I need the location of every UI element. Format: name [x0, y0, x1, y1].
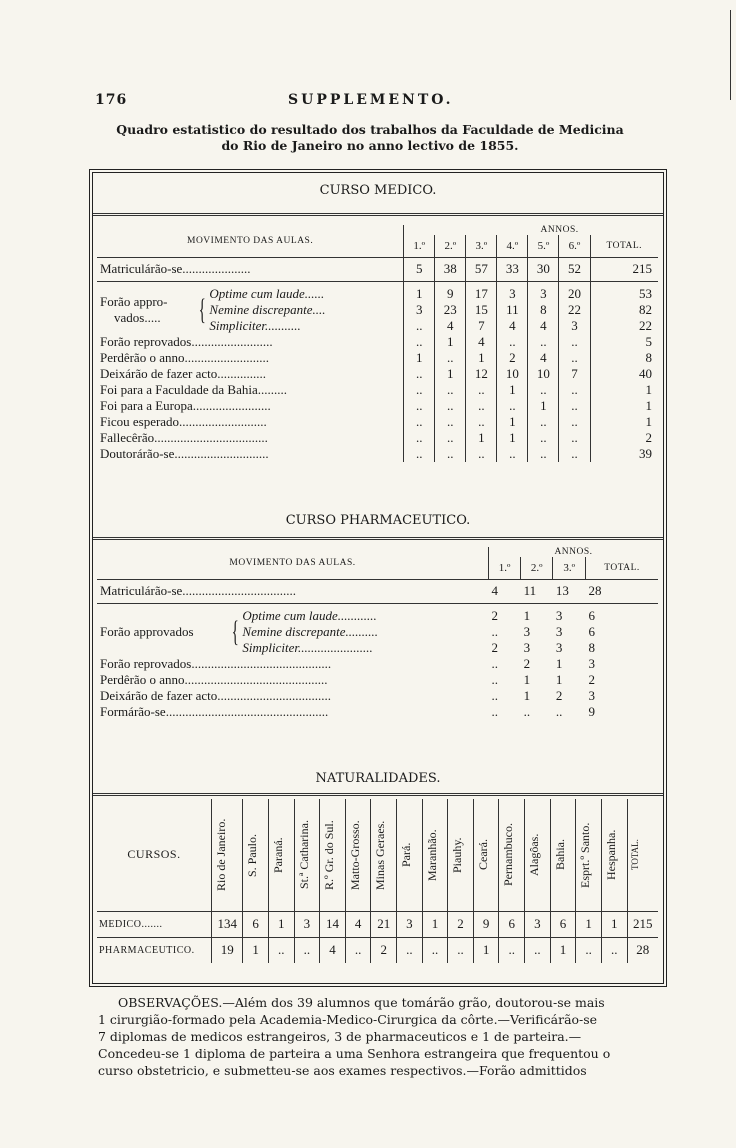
cell: 6: [243, 911, 269, 937]
cell-total: 8: [590, 350, 658, 366]
cell: 33: [497, 257, 528, 281]
cell: 22: [567, 301, 581, 317]
table-row: [97, 414, 658, 430]
table-row: [97, 704, 658, 720]
approv-sublabel: Optime cum laude......: [209, 285, 325, 301]
cell: 21: [371, 911, 397, 937]
cell: ..: [528, 430, 559, 446]
nat-header-row: [97, 799, 658, 911]
table-caption: [80, 122, 660, 154]
table-row: [97, 334, 658, 350]
cell: 3: [540, 285, 547, 301]
row-label: PHARMACEUTICO.: [99, 944, 195, 956]
cell: ..: [345, 937, 371, 963]
cell-total: 1: [590, 382, 658, 398]
cell: ..: [435, 446, 466, 462]
cell: 57: [466, 257, 497, 281]
row-label: Forão reprovados.........................: [100, 333, 273, 349]
statistics-frame: [92, 172, 664, 984]
cell: 1: [497, 382, 528, 398]
cell: 6: [588, 607, 596, 623]
cell: ..: [491, 703, 498, 719]
cell: ..: [404, 398, 435, 414]
cell: ..: [448, 937, 474, 963]
cell: 6: [499, 911, 525, 937]
caption-line-2: do Rio de Janeiro no anno lectivo de 1855.: [221, 138, 519, 153]
cell-total: 1: [590, 414, 658, 430]
row-label: Foi para a Faculdade da Bahia.........: [100, 381, 287, 397]
cell: 1: [243, 937, 269, 963]
cell: 3: [525, 911, 551, 937]
cell: 8: [540, 301, 547, 317]
place-header: [576, 799, 602, 911]
table-row: [97, 257, 658, 281]
place-header: [499, 799, 525, 911]
cell: 23: [443, 301, 457, 317]
table-row: [97, 350, 658, 366]
cell: ..: [404, 382, 435, 398]
cell: 3: [555, 607, 563, 623]
cell: 10: [528, 366, 559, 382]
place-label: Ceará.: [475, 839, 490, 871]
col-2: 2.º: [435, 235, 466, 257]
cell-total: 40: [590, 366, 658, 382]
cell-total: 2: [588, 671, 596, 687]
cell: 1: [555, 671, 563, 687]
col-3: 3.º: [466, 235, 497, 257]
obs-line: OBSERVAÇÕES.—Além dos 39 alumnos que tomárão grão, doutorou-se mais: [118, 995, 605, 1010]
divider: [93, 793, 663, 796]
approv-sublabels: [209, 286, 325, 334]
movimento-header: MOVIMENTO DAS AULAS.: [229, 557, 356, 568]
cell: 20: [567, 285, 581, 301]
cell: 3: [523, 639, 531, 655]
obs-line: Concedeu-se 1 diploma de parteira a uma Senhora estrangeira que frequentou o: [98, 1046, 611, 1061]
cell: 134: [212, 911, 243, 937]
cell: 2: [555, 687, 563, 703]
cell-total: 2: [590, 430, 658, 446]
approv-sublabel: Nemine discrepante....: [209, 301, 326, 317]
cell: ..: [404, 430, 435, 446]
cell-total: 9: [588, 703, 596, 719]
approv-col-total: [590, 281, 658, 334]
col-2: 2.º: [521, 557, 553, 579]
cell: ..: [523, 703, 531, 719]
cell: 4: [489, 579, 521, 603]
cell: 9: [447, 285, 454, 301]
cell: 3: [397, 911, 423, 937]
cell: ..: [497, 446, 528, 462]
place-header: [320, 799, 346, 911]
place-header: [345, 799, 371, 911]
place-header: [627, 799, 658, 911]
cell: ..: [528, 382, 559, 398]
cell-total: 3: [588, 687, 596, 703]
running-title: SUPPLEMENTO.: [288, 92, 454, 108]
annos-header: ANNOS.: [489, 547, 659, 557]
cell: 1: [601, 911, 627, 937]
cell: ..: [466, 446, 497, 462]
cell: ..: [497, 334, 528, 350]
cell: ..: [601, 937, 627, 963]
brace: {: [198, 292, 206, 326]
cell-total: 3: [588, 655, 596, 671]
cell: ..: [435, 382, 466, 398]
cell: 4: [509, 317, 516, 333]
table-row: [97, 579, 658, 603]
cell: ..: [294, 937, 320, 963]
place-label: Esprt.º Santo.: [578, 822, 593, 888]
place-label: Bahia.: [552, 839, 567, 871]
cell: ..: [559, 382, 590, 398]
row-label: Deixárão de fazer acto...................................: [100, 687, 332, 703]
col-1: 1.º: [489, 557, 521, 579]
approv-sublabel: Optime cum laude............: [242, 607, 377, 623]
annos-header: ANNOS.: [404, 225, 658, 235]
place-label: St.ª Catharina.: [296, 820, 311, 890]
table-row: [97, 911, 658, 937]
cell: 2: [497, 350, 528, 366]
cell: ..: [466, 398, 497, 414]
row-label: Matriculárão-se.....................: [97, 257, 404, 281]
place-label: Piauhy.: [450, 836, 465, 873]
place-header: [525, 799, 551, 911]
place-label: Minas Geraes.: [373, 820, 388, 890]
cell: 19: [212, 937, 243, 963]
row-label: Forão reprovados...........................................: [100, 655, 332, 671]
cell: ..: [435, 414, 466, 430]
cell: 1: [404, 350, 435, 366]
obs-line: 1 cirurgião-formado pela Academia-Medico-Cirurgica da côrte.—Verificárão-se: [98, 1012, 598, 1027]
table-row: [97, 446, 658, 462]
cell: 8: [588, 639, 596, 655]
cell: ..: [499, 937, 525, 963]
row-label: Perdêrão o anno..........................: [100, 349, 269, 365]
cell: 4: [345, 911, 371, 937]
approv-col-2: [521, 603, 553, 656]
col-total: TOTAL.: [586, 557, 658, 579]
cell: 3: [415, 301, 423, 317]
cell: 9: [473, 911, 499, 937]
cell: 28: [627, 937, 658, 963]
place-header: [550, 799, 576, 911]
cell: ..: [466, 382, 497, 398]
cell: 3: [555, 623, 563, 639]
cell: ..: [559, 334, 590, 350]
cell: ..: [491, 671, 498, 687]
cell: 2: [448, 911, 474, 937]
place-header: [243, 799, 269, 911]
cell: 52: [559, 257, 590, 281]
table-row: [97, 281, 658, 334]
approv-sublabel: Nemine discrepante..........: [242, 623, 379, 639]
naturalidades-title: NATURALIDADES.: [315, 771, 441, 786]
cell: 1: [473, 937, 499, 963]
approv-sublabels: [242, 608, 378, 656]
cell: 11: [506, 301, 519, 317]
place-header: [268, 799, 294, 911]
cell: 2: [491, 607, 498, 623]
cell: ..: [404, 446, 435, 462]
cell: 7: [559, 366, 590, 382]
cell: 3: [294, 911, 320, 937]
cell: ..: [559, 350, 590, 366]
cell: ..: [435, 430, 466, 446]
approv-col-5: [528, 281, 559, 334]
cell: 6: [550, 911, 576, 937]
cell: 82: [639, 301, 652, 317]
cell: 1: [466, 430, 497, 446]
cell: ..: [528, 334, 559, 350]
cell: 11: [521, 579, 553, 603]
cell: 3: [571, 317, 578, 333]
cell: 38: [435, 257, 466, 281]
place-label: Rio de Janeiro.: [214, 818, 228, 891]
cell: 215: [627, 911, 658, 937]
cell: 53: [639, 285, 652, 301]
cell: 13: [553, 579, 586, 603]
approv-col-2: [435, 281, 466, 334]
cell: 17: [474, 285, 488, 301]
cell: 1: [422, 911, 448, 937]
cell-total: 5: [590, 334, 658, 350]
cell: ..: [422, 937, 448, 963]
cell: 1: [528, 398, 559, 414]
cell: ..: [559, 414, 590, 430]
cell: 1: [523, 607, 531, 623]
curso-medico-title: CURSO MEDICO.: [319, 183, 437, 198]
cell: 1: [497, 414, 528, 430]
cell: 7: [478, 317, 485, 333]
cell: 2: [523, 655, 531, 671]
place-header: [448, 799, 474, 911]
approv-group: [97, 603, 489, 656]
cell: 4: [540, 317, 547, 333]
place-label: Paraná.: [270, 836, 285, 873]
row-label: Fallecêrão...................................: [100, 429, 268, 445]
cell: ..: [268, 937, 294, 963]
cell: 12: [466, 366, 497, 382]
place-label: Maranhão.: [424, 828, 439, 881]
cell: ..: [435, 350, 466, 366]
table-row: [97, 937, 658, 963]
cell: 30: [528, 257, 559, 281]
row-label: Perdêrão o anno............................................: [100, 671, 328, 687]
cell: ..: [491, 623, 498, 639]
cell: 1: [555, 655, 563, 671]
place-label: Matto-Grosso.: [347, 819, 362, 890]
cell: ..: [491, 687, 498, 703]
cell-total: 39: [590, 446, 658, 462]
approv-col-3: [553, 603, 586, 656]
col-6: 6.º: [559, 235, 590, 257]
cell: ..: [559, 430, 590, 446]
row-label: Formárão-se..................................................: [100, 703, 329, 719]
approv-col-6: [559, 281, 590, 334]
table-row: [97, 656, 658, 672]
cell-total: 215: [590, 257, 658, 281]
place-label: Hespanha.: [603, 829, 618, 880]
table-row: [97, 672, 658, 688]
place-header: [473, 799, 499, 911]
table-row: [97, 430, 658, 446]
cell: ..: [397, 937, 423, 963]
cell: ..: [404, 414, 435, 430]
cell: 4: [320, 937, 346, 963]
brace: {: [231, 614, 239, 648]
approv-col-4: [497, 281, 528, 334]
pharm-table: [97, 547, 658, 720]
place-header: [212, 799, 243, 911]
place-header: [422, 799, 448, 911]
cell: 14: [320, 911, 346, 937]
place-label: Pernambuco.: [501, 823, 516, 887]
cell-total: 28: [586, 579, 658, 603]
approv-group-label: [100, 294, 195, 326]
approv-col-total: [586, 603, 658, 656]
cell: 1: [523, 671, 531, 687]
approv-sublabel: Simpliciter...........: [209, 317, 301, 333]
movimento-header: MOVIMENTO DAS AULAS.: [187, 235, 314, 246]
approv-group: [97, 281, 404, 334]
cell: ..: [466, 414, 497, 430]
cell: ..: [528, 414, 559, 430]
cursos-header: CURSOS.: [127, 847, 181, 862]
cell: 1: [415, 285, 423, 301]
place-header: [371, 799, 397, 911]
col-3: 3.º: [553, 557, 586, 579]
cell: 1: [435, 334, 466, 350]
place-label: TOTAL.: [629, 839, 640, 871]
col-5: 5.º: [528, 235, 559, 257]
cell: ..: [404, 366, 435, 382]
row-label: MEDICO.......: [99, 918, 163, 930]
cell: ..: [576, 937, 602, 963]
place-label: Alagôas.: [527, 833, 542, 876]
cell: ..: [525, 937, 551, 963]
cell: 1: [523, 687, 531, 703]
naturalidades-table: [97, 799, 658, 963]
cell: 4: [447, 317, 454, 333]
page-number: 176: [95, 92, 128, 108]
row-label: Matriculárão-se...................................: [97, 579, 489, 603]
col-4: 4.º: [497, 235, 528, 257]
place-label: S. Paulo.: [245, 833, 260, 877]
table-row: [97, 603, 658, 656]
cell: 1: [435, 366, 466, 382]
cell: 6: [588, 623, 596, 639]
cell: 15: [474, 301, 488, 317]
cell: ..: [404, 334, 435, 350]
cell: 2: [491, 639, 498, 655]
cell: ..: [555, 703, 563, 719]
cell: ..: [491, 655, 498, 671]
place-header: [294, 799, 320, 911]
approv-col-1: [404, 281, 435, 334]
cell: 4: [466, 334, 497, 350]
cell: ..: [559, 398, 590, 414]
divider: [93, 537, 663, 540]
row-label: Foi para a Europa........................: [100, 397, 271, 413]
cell: 10: [497, 366, 528, 382]
approv-label-2: vados.....: [114, 309, 161, 325]
approv-col-3: [466, 281, 497, 334]
approv-label: Forão approvados: [100, 623, 194, 639]
cell: 3: [555, 639, 563, 655]
place-label: Pará.: [399, 842, 414, 867]
caption-line-1: Quadro estatistico do resultado dos trabalhos da Faculdade de Medicina: [116, 122, 624, 137]
row-label: Deixárão de fazer acto...............: [100, 365, 267, 381]
cell: ..: [528, 446, 559, 462]
cell: ..: [415, 317, 423, 333]
approv-sublabel: Simpliciter.......................: [242, 639, 373, 655]
place-label: R.º Gr. do Sul.: [322, 819, 337, 890]
cell: ..: [435, 398, 466, 414]
cell-total: 1: [590, 398, 658, 414]
place-header: [397, 799, 423, 911]
curso-pharm-title: CURSO PHARMACEUTICO.: [285, 513, 471, 528]
place-header: [601, 799, 627, 911]
page-edge-line: [730, 10, 731, 100]
medico-table: [97, 225, 658, 462]
cell: 3: [509, 285, 516, 301]
table-row: [97, 382, 658, 398]
row-label: Ficou esperado...........................: [100, 413, 267, 429]
obs-line: curso obstetricio, e submetteu-se aos exames respectivos.—Forão admittidos: [98, 1063, 587, 1078]
col-1: 1.º: [404, 235, 435, 257]
approv-col-1: [489, 603, 521, 656]
approv-label-1: Forão appro-: [100, 293, 168, 309]
cell: 22: [639, 317, 652, 333]
observacoes: [98, 994, 668, 1079]
col-total: TOTAL.: [590, 235, 658, 257]
cell: 1: [466, 350, 497, 366]
cell: 1: [497, 430, 528, 446]
cell: 5: [404, 257, 435, 281]
table-row: [97, 688, 658, 704]
cell: 3: [523, 623, 531, 639]
row-label: Doutorárão-se.............................: [100, 445, 269, 461]
divider: [93, 213, 663, 216]
table-row: [97, 366, 658, 382]
cell: 1: [576, 911, 602, 937]
cell: 1: [268, 911, 294, 937]
cell: 2: [371, 937, 397, 963]
table-row: [97, 398, 658, 414]
cell: 4: [528, 350, 559, 366]
obs-line: 7 diplomas de medicos estrangeiros, 3 de pharmaceuticos e 1 de parteira.—: [98, 1029, 582, 1044]
cell: ..: [559, 446, 590, 462]
cell: 1: [550, 937, 576, 963]
cell: ..: [497, 398, 528, 414]
